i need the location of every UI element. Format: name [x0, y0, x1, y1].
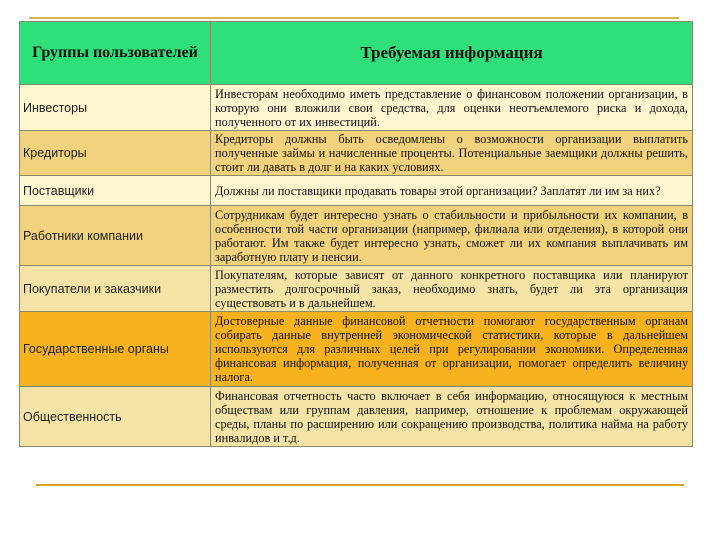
- group-cell: Покупатели и заказчики: [20, 266, 211, 312]
- info-cell: Сотрудникам будет интересно узнать о стабильности и прибыльности их компании, в особенности той части организации (например, филиала или отделения), в которой они работают. Им также будет интересно узнать, сможет ли их компания выплачивать им заработную плату и пенсии.: [211, 206, 693, 266]
- group-cell: Общественность: [20, 387, 211, 447]
- top-rule: [29, 17, 679, 19]
- group-cell: Государственные органы: [20, 312, 211, 387]
- table-row: [20, 131, 693, 176]
- table-row: [20, 85, 693, 131]
- table-row: [20, 312, 693, 387]
- bottom-rule: [36, 484, 684, 486]
- user-groups-table: [19, 21, 693, 447]
- table-row: [20, 176, 693, 206]
- info-cell: Должны ли поставщики продавать товары этой организации? Заплатят ли им за них?: [211, 176, 693, 206]
- table-row: [20, 387, 693, 447]
- info-cell: Кредиторы должны быть осведомлены о возможности организации выплатить полученные займы и начисленные проценты. Потенциальные заемщики должны решить, стоит ли давать в долг и на каких условиях.: [211, 131, 693, 176]
- info-cell: Покупателям, которые зависят от данного конкретного поставщика или планируют разместить долгосрочный заказ, необходимо знать, будет ли эта организация существовать и в дальнейшем.: [211, 266, 693, 312]
- group-cell: Кредиторы: [20, 131, 211, 176]
- table-row: [20, 206, 693, 266]
- group-cell: Работники компании: [20, 206, 211, 266]
- group-cell: Инвесторы: [20, 85, 211, 131]
- table-header-row: [20, 22, 693, 85]
- info-cell: Достоверные данные финансовой отчетности помогают государственным органам собирать данные внутренней экономической статистики, которые в дальнейшем используются для различных целей при регулировании экономики. Определенная финансовая информация, полученная от организации, помогает определить величину налога.: [211, 312, 693, 387]
- header-user-groups: Группы пользователей: [20, 22, 211, 85]
- info-cell: Инвесторам необходимо иметь представление о финансовом положении организации, в которую они вложили свои средства, для оценки неотъемлемого риска и дохода, полученного от их инвестиций.: [211, 85, 693, 131]
- info-cell: Финансовая отчетность часто включает в себя информацию, относящуюся к местным обществам или группам давления, например, отношение к проблемам окружающей среды, планы по расширению или сокращению производства, политика найма на работу инвалидов и т.д.: [211, 387, 693, 447]
- table-row: [20, 266, 693, 312]
- group-cell: Поставщики: [20, 176, 211, 206]
- header-required-info: Требуемая информация: [211, 22, 693, 85]
